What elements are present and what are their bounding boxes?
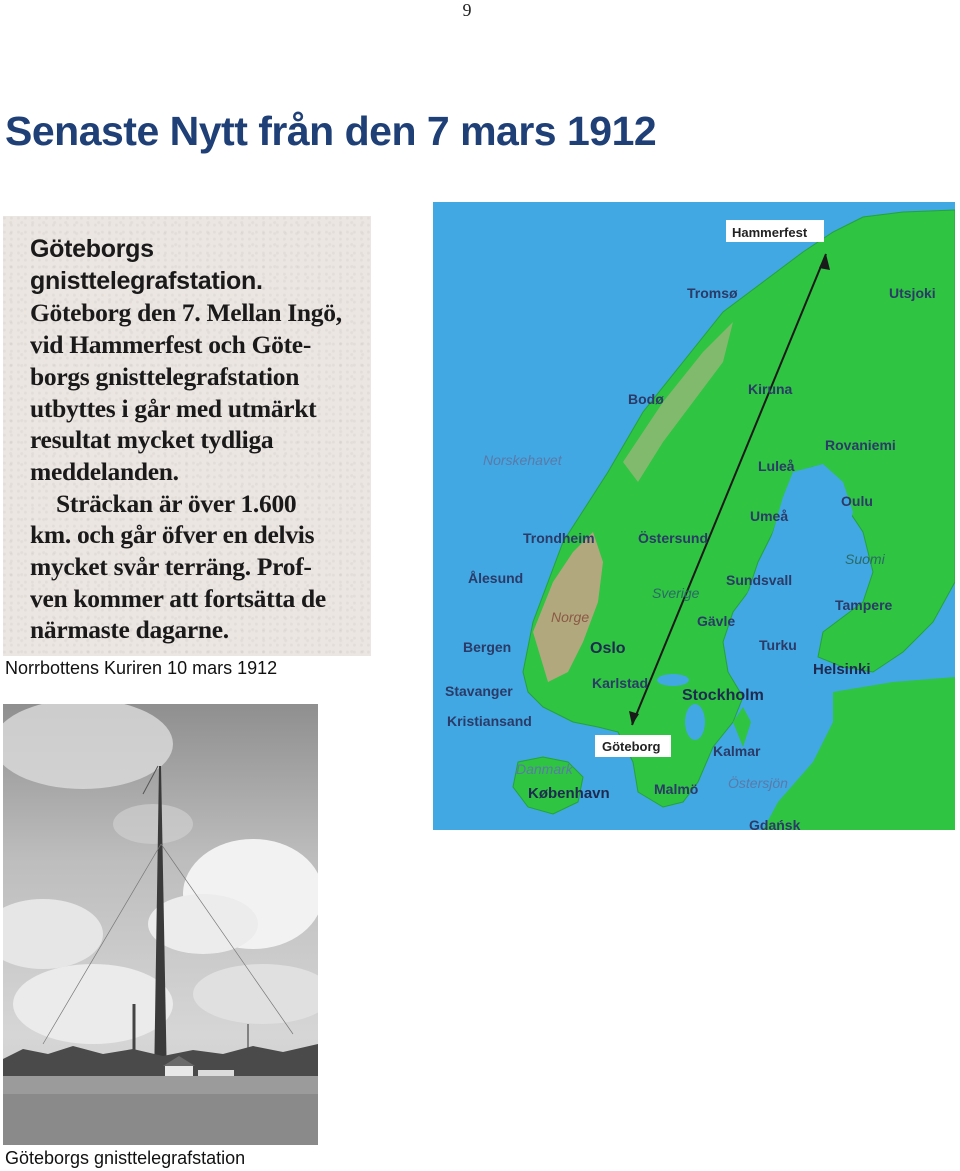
radio-mast-photo	[3, 704, 318, 1145]
map-label-gdansk: Gdańsk	[749, 817, 801, 830]
map-label-sverige: Sverige	[652, 585, 700, 601]
clipping-line: Göteborg den 7. Mellan Ingö,	[30, 298, 342, 328]
map-label-hammerfest: Hammerfest	[732, 225, 808, 240]
map-label-kiruna: Kiruna	[748, 381, 793, 397]
newspaper-clipping	[3, 216, 371, 656]
map-label-goteborg: Göteborg	[602, 739, 661, 754]
map-label-karlstad: Karlstad	[592, 675, 649, 691]
map-label-utsjoki: Utsjoki	[889, 285, 936, 301]
map-label-trondheim: Trondheim	[523, 530, 595, 546]
map-label-umea: Umeå	[750, 508, 789, 524]
map-label-malmo: Malmö	[654, 781, 699, 797]
map-label-bodo: Bodø	[628, 391, 664, 407]
map-label-turku: Turku	[759, 637, 797, 653]
clipping-line: borgs gnisttelegrafstation	[30, 361, 300, 391]
map-label-oulu: Oulu	[841, 493, 873, 509]
clipping-line: Sträckan är över 1.600	[56, 488, 297, 518]
map-label-gavle: Gävle	[697, 613, 736, 629]
clipping-headline-1: Göteborgs	[30, 235, 154, 263]
clipping-line: resultat mycket tydliga	[30, 425, 274, 455]
map-label-norskehavet: Norskehavet	[483, 452, 562, 468]
clipping-line: närmaste dagarne.	[30, 615, 229, 645]
clipping-caption: Norrbottens Kuriren 10 mars 1912	[5, 658, 278, 678]
map-label-stavanger: Stavanger	[445, 683, 513, 699]
map-label-kalmar: Kalmar	[713, 743, 761, 759]
clipping-line: utbyttes i går med utmärkt	[30, 393, 317, 423]
clipping-line: meddelanden.	[30, 456, 179, 486]
clipping-line: vid Hammerfest och Göte-	[30, 330, 312, 360]
map-label-oslo: Oslo	[590, 640, 626, 657]
photo-caption: Göteborgs gnisttelegrafstation	[5, 1148, 246, 1168]
clipping-line: ven kommer att fortsätta de	[30, 583, 326, 613]
map-label-kobenhavn: København	[528, 785, 610, 802]
map-label-suomi: Suomi	[845, 551, 885, 567]
map-label-stockholm: Stockholm	[682, 687, 764, 704]
clipping-line: mycket svår terräng. Prof-	[30, 552, 312, 582]
map-label-bergen: Bergen	[463, 639, 512, 655]
map-label-norge: Norge	[551, 609, 590, 625]
map-label-lulea: Luleå	[758, 458, 795, 474]
scandinavia-map	[433, 202, 955, 830]
map-label-alesund: Ålesund	[468, 570, 524, 586]
page-title: Senaste Nytt från den 7 mars 1912	[5, 108, 657, 154]
map-label-rovaniemi: Rovaniemi	[825, 437, 896, 453]
map-label-kristiansand: Kristiansand	[447, 713, 532, 729]
page-number: 9	[462, 0, 472, 20]
map-label-tampere: Tampere	[835, 597, 893, 613]
clipping-headline-2: gnisttelegrafstation.	[30, 266, 263, 295]
map-label-danmark: Danmark	[516, 761, 573, 777]
map-label-ostersjon: Östersjön	[728, 775, 788, 791]
map-label-tromso: Tromsø	[687, 285, 738, 301]
map-label-sundsvall: Sundsvall	[726, 572, 793, 588]
map-label-helsinki: Helsinki	[813, 661, 871, 678]
clipping-text	[30, 234, 363, 646]
map-label-ostersund: Östersund	[638, 530, 709, 546]
clipping-line: km. och går öfver en delvis	[30, 520, 315, 550]
